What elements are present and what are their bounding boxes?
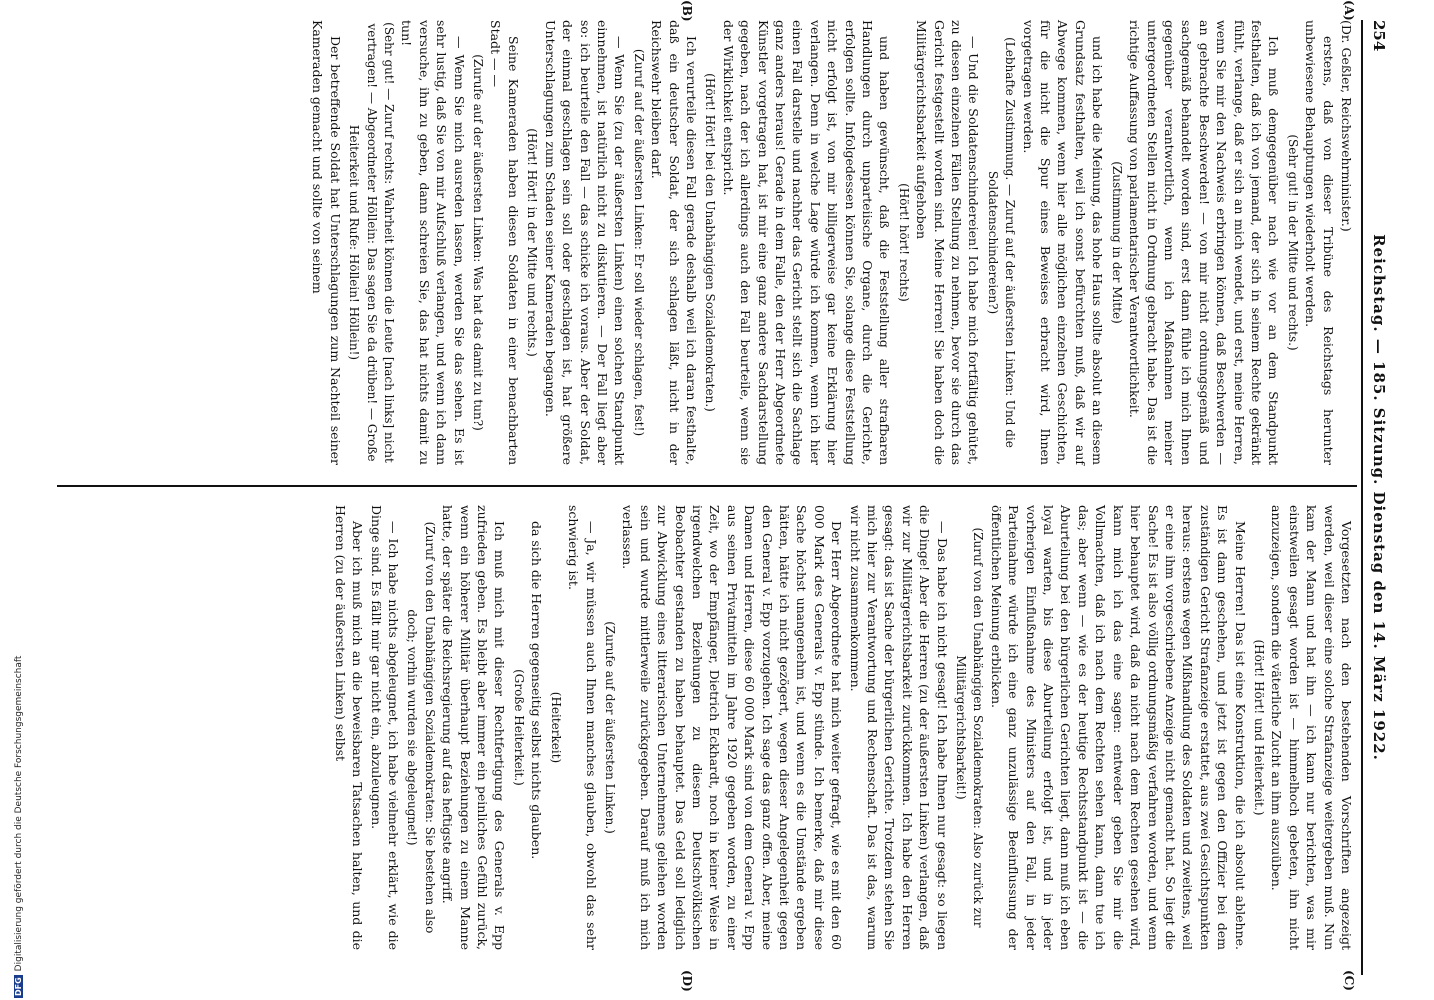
interjection-paragraph: (Hört! hört! rechts) [896, 183, 911, 302]
page-number: 254 [1370, 20, 1388, 52]
margin-mark-a: (A) [1342, 0, 1356, 21]
text-paragraph: — Ich habe nichts abgeleugnet, ich habe vielmehr erklärt, wie die Dinge sind. Es fällt mir gar nicht ein, abzuleugnen. [368, 505, 402, 950]
margin-mark-d: (D) [680, 970, 694, 992]
text-paragraph: Ich muß mich mit dieser Rechtfertigung des Generals v. Epp zufrieden geben. Es bleibt aber immer ein peinliches Gefühl zurück, wenn ein höherer Militär überhaupt Beziehungen zu einem Manne hatte, der später die Reichsregierung auf das heftigste angriff. [440, 505, 508, 950]
credit-text: Digitalisierung gefördert durch die Deutsche Forschungsgemeinschaft [14, 655, 24, 972]
margin-mark-c: (C) [1342, 970, 1356, 991]
interjection-paragraph: (Sehr gut! — Zuruf rechts: Wahrheit können die Leute [nach links] nicht vertragen! — Abgeordneter Höllein: Das sagen Sie da drüben! — Große Heiterkeit und Rufe: Höllein! Höllein!) [347, 22, 397, 463]
text-paragraph: und ich habe die Meinung, das hohe Haus sollte absolut an diesem Grundsatz festhalten, weil ich sonst befürchten muß, daß wir auf Abwege kommen, wenn hier alle möglichen einzelnen Geschichten, für die nicht die Spur eines Beweises erbracht wird, Ihnen vorgetragen werden. [1020, 20, 1106, 465]
interjection-paragraph: (Hört! Hört! bei den Unabhängigen Sozialdemokraten.) [703, 73, 718, 412]
text-paragraph: Vorgesetzten nach den bestehenden Vorschriften angezeigt werden, weil dieser eine solche Strafanzeige weitergeben muß. Nun kam der Mann und hat ihn — ich kann nur berichten, was mir einstweilen gesagt worden ist — himmelhoch gebeten, ihn nicht anzuzeigen, sondern die väterliche Zucht an ihm auszuüben. [1269, 505, 1354, 950]
interjection-paragraph: (Sehr gut! in der Mitte und rechts.) [1285, 134, 1300, 351]
right-text-column [330, 505, 1355, 950]
text-paragraph: und haben gewünscht, daß die Feststellung aller strafbaren Handlungen durch unparteiische Organe, durch die Gerichte, erfolgen sollte. Infolgedessen können Sie, solange diese Feststellung nicht erfolgt ist, von mir billigerweise gar keine Erklärung hier verlangen. Denn in welche Lage würde ich kommen, wenn ich hier einen Fall darstelle und nachher das Gericht stellt sich die Sachlage ganz anders heraus! Gerade in dem Falle, den der Herr Abgeordnete Künstler vorgetragen hat, ist mir eine ganz andere Sachdarstellung gegeben, nach der ich allerdings auch den Fall beurteile, wenn sie der Wirklichkeit entspricht. [720, 20, 893, 465]
rotated-document-page [55, 0, 1395, 990]
text-paragraph: Aber ich muß mich an die beweisbaren Tatsachen halten, und die Herren (zu der äußersten Linken) selbst [332, 505, 366, 950]
left-text-column [308, 20, 1355, 465]
page-header [1361, 20, 1389, 975]
interjection-paragraph: (Zuruf auf der äußersten Linken: Er soll wieder schlagen, fest!) [631, 48, 646, 437]
text-paragraph: — Wenn Sie (zu der äußersten Linken) einen solchen Standpunkt einnehmen, ist natürlich nicht zu diskutieren. — Der Fall liegt aber so: ich beurteile den Fall — das schicke ich voraus. Aber der Soldat, der einmal geschlagen sein soll oder geschlagen ist, hat größere Unterschlagungen zum Schaden seiner Kameraden begangen. [542, 20, 628, 465]
text-paragraph: erstens, daß von dieser Tribüne des Reichstags herunter unbewiesene Behauptungen wiederholt werden. [1303, 20, 1336, 465]
interjection-paragraph: (Zurufe auf der äußersten Linken.) [602, 621, 617, 834]
interjection-paragraph: (Zurufe auf der äußersten Linken: Was hat das damit zu tun?) [471, 54, 486, 431]
column-divider [57, 485, 1357, 487]
interjection-paragraph: (Große Heiterkeit.) [511, 669, 526, 786]
margin-mark-b: (B) [680, 0, 694, 22]
text-paragraph: Seine Kameraden haben diesen Soldaten in einer benachbarten Stadt — — [488, 20, 521, 465]
interjection-paragraph: (Zuruf von den Unabhängigen Sozialdemokraten: Also zurück zur Militärgerichtsbarkeit!) [954, 527, 986, 928]
digitization-credit [0, 0, 24, 1000]
text-paragraph: Ich verurteile diesen Fall gerade deshalb weil ich daran festhalte, daß ein deutscher Soldat, der sich schlagen läßt, nicht in der Reichswehr bleiben darf. [649, 20, 699, 465]
interjection-paragraph: (Heiterkeit) [548, 691, 563, 764]
text-paragraph: — Und die Soldatenschindereien! Ich habe mich fortfältig gehütet, zu diesen einzelnen Fällen Stellung zu nehmen, bevor sie durch das Gericht festgestellt worden sind. Meine Herren! Sie haben doch die Militärgerichtsbarkeit aufgehoben [914, 20, 982, 465]
dfg-logo-icon: DFG [14, 977, 23, 996]
page-title: Reichstag. — 185. Sitzung. Dienstag den 14. März 1922. [1370, 234, 1388, 761]
text-paragraph: Der Herr Abgeordnete hat mich weiter gefragt, wie es mit den 60 000 Mark des Generals v. Epp stünde. Ich bemerke, daß mir diese Sache höchst unangenehm ist, und wenn es die Umstände ergeben hätten, hätte ich nicht gezögert, wegen dieser Angelegenheit gegen den General v. Epp vorzugehen. Ich sage das ganz offen. Aber, meine Damen und Herren, diese 60 000 Mark sind von dem General v. Epp aus seinen Privatmitteln im Jahre 1920 gegeben worden, zu einer Zeit, wo der Empfänger, Dietrich Eckhardt, noch in keiner Weise in irgendwelchen Beziehungen zu diesem Deutschvölkischen Beobachter gestanden zu haben behauptet. Das Geld soll lediglich zur Abwicklung eines litterarischen Unternehmens geliehen worden sein und wurde mittlerweile zurückgegeben. Darauf muß ich mich verlassen. [620, 505, 845, 950]
interjection-paragraph: (Zuruf von den Unabhängigen Sozialdemokraten: Sie bestehen also doch; vorhin wurden sie abgeleugnet!) [405, 521, 437, 934]
interjection-paragraph: (Zustimmung in der Mitte) [1109, 161, 1124, 324]
text-paragraph: Der betreffende Soldat hat Unterschlagungen zum Nachteil seiner Kameraden gemacht und sollte von seinem [310, 20, 343, 465]
interjection-paragraph: (Hört! Hört! und Heiterkeit.) [1251, 639, 1266, 816]
text-paragraph: — Wenn Sie mich ausreden lassen, werden Sie das sehen. Es ist sehr lustig, daß Sie von mir Aufschluß verlangen, und wenn ich dann versuche, ihn zu geben, dann schreien Sie, das hat nichts damit zu tun! [399, 20, 467, 465]
text-paragraph: Meine Herren! Das ist eine Konstruktion, die ich absolut ablehne. Es ist dann geschehen, und jetzt ist gegen den Offizier bei dem zuständigen Gericht Strafanzeige erstattet, aus zwei Gesichtspunkten heraus: erstens wegen Mißhandlung des Soldaten und zweitens, weil er eine ihm vorgeschriebene Anzeige nicht gemacht hat. So liegt die Sache! Es ist also völlig ordnungsmäßig verfahren worden, und wenn hier behauptet wird, daß da nicht nach dem Rechten gesehen wird, kann mich ich das eine sagen: entweder geben Sie mir die Vollmachten, daß ich nach dem Rechten sehen kann, dann tue ich das; aber wenn — wie es der heutige Rechtsstandpunkt ist — die Aburteilung bei den bürgerlichen Gerichten liegt, dann muß ich eben loyal warten, bis diese Aburteilung erfolgt ist, und in jeder vorherigen Einflußnahme des Ministers auf den Fall, in jeder Parteinahme würde ich eine ganz unzulässige Beeinflussung der öffentlichen Meinung erblicken. [988, 505, 1248, 950]
interjection-paragraph: (Hört! Hört! in der Mitte und rechts.) [525, 128, 540, 357]
text-paragraph: da sich die Herren gegenseitig selbst nichts glauben. [529, 521, 545, 860]
speaker-line: (Dr. Geßler, Reichswehrminister.) [1339, 20, 1354, 232]
text-paragraph: — Das habe ich nicht gesagt! Ich habe Ihnen nur gesagt: so liegen die Dinge! Aber die Herren (zu der äußersten Linken) verlangen, daß wir zur Militärgerichtsbarkeit zurückkommen. Ich habe den Herren gesagt: das ist Sache der bürgerlichen Gerichte. Trotzdem stehen Sie mich hier zur Verantwortung und Rechenschaft. Das ist das, warum wir nicht zusammenkommen. [847, 505, 950, 950]
text-paragraph: Ich muß demgegenüber nach wie vor an dem Standpunkt festhalten, daß ich von jemand, der sich in seinem Rechte gekränkt fühlt, verlange, daß er sich an mich wendet, und erst, meine Herren, wenn Sie mir den Nachweis erbringen können, daß Beschwerden — an gebrachte Beschwerden! — von mir nicht ordnungsgemäß und sachgemäß behandelt worden sind, erst dann fühle ich mich Ihnen gegenüber verantwortlich, wenn ich Maßnahmen meiner untergeordneten Stellen nicht in Ordnung gebracht habe. Das ist die richtige Auffassung von parlamentarischer Verantwortlichkeit. [1127, 20, 1282, 465]
text-paragraph: — Ja, wir müssen auch Ihnen manches glauben, obwohl das sehr schwierig ist. [566, 505, 599, 950]
interjection-paragraph: (Lebhafte Zustimmung. — Zuruf auf der äußersten Linken: Und die Soldatenschindereien?) [985, 37, 1018, 448]
